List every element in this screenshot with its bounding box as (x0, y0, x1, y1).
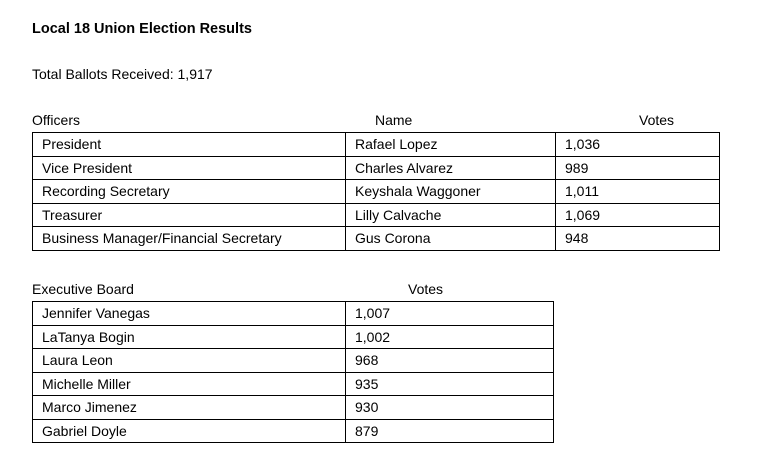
officer-position: Vice President (33, 156, 346, 180)
board-member-name: Laura Leon (33, 349, 346, 373)
officer-name: Lilly Calvache (346, 203, 556, 227)
officer-position: Business Manager/Financial Secretary (33, 227, 346, 251)
officers-name-header: Name (375, 112, 413, 128)
table-row (33, 349, 554, 373)
officer-name: Charles Alvarez (346, 156, 556, 180)
table-row (33, 302, 554, 326)
table-row (33, 419, 554, 443)
table-row (33, 156, 720, 180)
officer-name: Gus Corona (346, 227, 556, 251)
board-member-name: Michelle Miller (33, 372, 346, 396)
officer-name: Rafael Lopez (346, 133, 556, 157)
officer-votes: 1,036 (556, 133, 720, 157)
table-row (33, 372, 554, 396)
officers-header: Officers (32, 112, 80, 128)
board-member-votes: 879 (346, 419, 554, 443)
table-row (33, 227, 720, 251)
board-member-name: LaTanya Bogin (33, 325, 346, 349)
board-member-votes: 1,007 (346, 302, 554, 326)
executive-board-votes-header: Votes (408, 281, 444, 297)
executive-board-table (32, 301, 554, 443)
officer-position: Recording Secretary (33, 180, 346, 204)
board-member-votes: 930 (346, 396, 554, 420)
board-member-votes: 968 (346, 349, 554, 373)
officer-position: Treasurer (33, 203, 346, 227)
total-ballots: Total Ballots Received: 1,917 (32, 66, 213, 82)
document-title: Local 18 Union Election Results (32, 21, 252, 37)
officers-votes-header: Votes (639, 112, 675, 128)
officer-votes: 1,069 (556, 203, 720, 227)
table-row (33, 133, 720, 157)
table-row (33, 180, 720, 204)
officer-name: Keyshala Waggoner (346, 180, 556, 204)
table-row (33, 396, 554, 420)
board-member-name: Gabriel Doyle (33, 419, 346, 443)
board-member-votes: 1,002 (346, 325, 554, 349)
board-member-votes: 935 (346, 372, 554, 396)
officer-votes: 948 (556, 227, 720, 251)
executive-board-header: Executive Board (32, 281, 134, 297)
table-row (33, 203, 720, 227)
table-row (33, 325, 554, 349)
officer-position: President (33, 133, 346, 157)
board-member-name: Marco Jimenez (33, 396, 346, 420)
officer-votes: 1,011 (556, 180, 720, 204)
officers-table (32, 132, 720, 251)
board-member-name: Jennifer Vanegas (33, 302, 346, 326)
officer-votes: 989 (556, 156, 720, 180)
